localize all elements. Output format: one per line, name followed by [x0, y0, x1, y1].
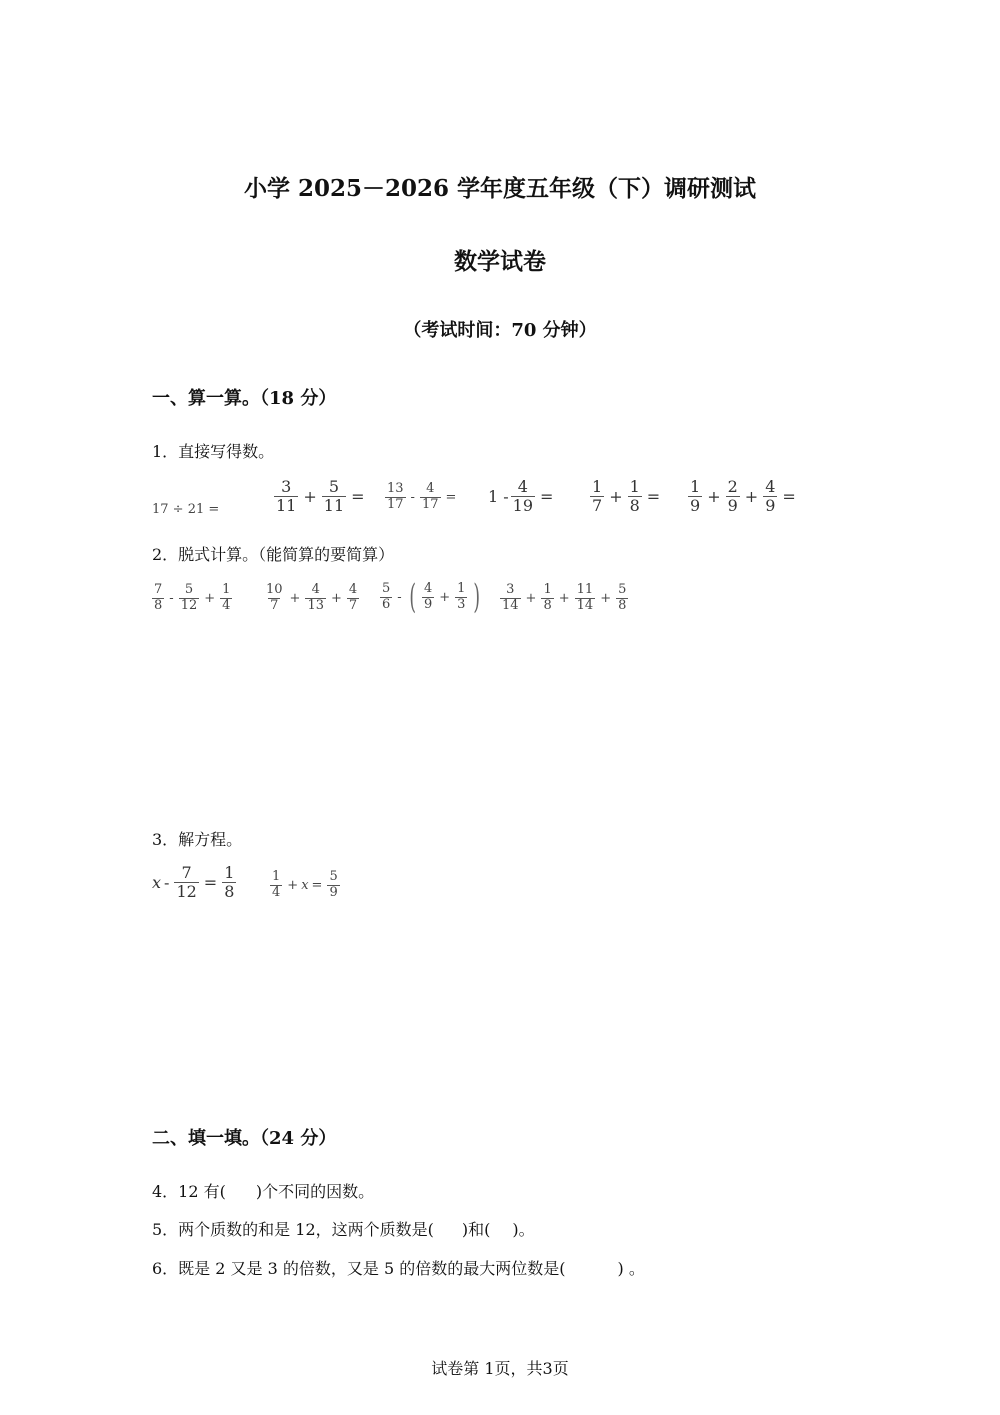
denominator: 11 [276, 496, 297, 516]
numerator: 5 [328, 477, 340, 496]
denominator: 9 [765, 496, 776, 516]
numerator: 1 [543, 582, 552, 597]
numerator: 5 [618, 582, 627, 597]
denominator: 17 [421, 496, 439, 512]
section-1-heading: 一、算一算。（18 分） [152, 388, 337, 409]
numerator: 1 [690, 477, 701, 496]
fraction [726, 478, 740, 516]
denominator: 9 [329, 884, 338, 900]
numerator: 10 [266, 582, 283, 597]
numerator: 4 [765, 477, 776, 496]
fraction [575, 583, 596, 614]
numerator: 4 [348, 582, 358, 597]
operator: + [303, 487, 317, 507]
numerator: 1 [592, 477, 603, 496]
equals-sign: = [646, 487, 661, 507]
fraction [220, 583, 232, 614]
question-2-label: 2．脱式计算。（能简算的要简算） [152, 545, 395, 564]
q1-expr-2 [272, 478, 368, 516]
equals-sign: = [445, 489, 457, 505]
numerator: 7 [181, 863, 192, 882]
variable-x: x [152, 873, 162, 893]
operator: + [558, 590, 570, 606]
numerator: 1 [457, 580, 466, 596]
q2-expr-3 [378, 577, 485, 617]
numerator: 1 [272, 869, 281, 884]
fraction [511, 478, 535, 516]
operator: + [609, 487, 623, 507]
fraction [420, 482, 441, 513]
operator: - [410, 489, 415, 505]
numerator: 7 [154, 582, 163, 597]
fraction [688, 478, 702, 516]
q1-expr-4 [488, 478, 556, 516]
denominator: 9 [423, 596, 433, 612]
fraction [305, 583, 326, 614]
denominator: 13 [307, 597, 324, 613]
denominator: 7 [592, 496, 603, 516]
fraction [264, 583, 285, 614]
question-5-prefix: 5．两个质数的和是 12，这两个质数是( [152, 1220, 434, 1239]
fraction [385, 482, 406, 513]
denominator: 9 [690, 496, 701, 516]
fraction [763, 478, 777, 516]
question-1-label: 1．直接写得数。 [152, 442, 275, 461]
fraction [590, 478, 604, 516]
question-4-prefix: 4．12 有( [152, 1182, 226, 1201]
operator: - [397, 589, 402, 605]
q2-expr-4 [498, 583, 630, 614]
fraction [222, 864, 236, 902]
exam-subtitle: 数学试卷 [454, 248, 546, 275]
q3-equation-1 [152, 864, 238, 902]
fraction [327, 870, 339, 901]
denominator: 11 [323, 496, 345, 516]
denominator: 8 [629, 496, 640, 516]
fraction [274, 478, 298, 516]
denominator: 12 [176, 882, 197, 902]
q1-expr-3 [383, 482, 459, 513]
denominator: 8 [224, 882, 235, 902]
q3-equation-2 [268, 870, 342, 901]
denominator: 19 [512, 496, 534, 516]
whole-number: 1 - [488, 487, 509, 507]
q2-expr-1 [150, 583, 234, 614]
right-parenthesis-icon: ) [473, 577, 481, 617]
denominator: 4 [272, 884, 281, 900]
operator: + [289, 590, 301, 606]
exam-title: 小学 2025－2026 学年度五年级（下）调研测试 [243, 175, 757, 202]
denominator: 3 [457, 596, 466, 612]
operator: + [287, 877, 299, 893]
equals-sign: = [540, 487, 554, 507]
operator: + [204, 590, 216, 606]
numerator: 5 [382, 580, 391, 596]
operator: - [164, 873, 170, 893]
denominator: 12 [180, 597, 198, 613]
denominator: 4 [222, 597, 231, 613]
denominator: 14 [502, 597, 519, 613]
question-6-prefix: 6．既是 2 又是 3 的倍数，又是 5 的倍数的最大两位数是( [152, 1259, 566, 1278]
numerator: 3 [506, 582, 515, 597]
operator: + [600, 590, 612, 606]
fraction [422, 582, 434, 613]
equals-sign: = [203, 873, 218, 893]
left-parenthesis-icon: ( [409, 577, 416, 617]
equals-sign: = [782, 487, 796, 507]
q2-expr-2 [262, 583, 361, 614]
q1-expr-6 [686, 478, 799, 516]
fraction [174, 864, 198, 902]
fraction [179, 583, 200, 614]
numerator: 4 [426, 481, 435, 496]
question-4 [152, 1179, 374, 1202]
fraction [628, 478, 642, 516]
question-6-suffix: ) 。 [617, 1259, 645, 1278]
question-5-mid: )和( [461, 1220, 491, 1239]
question-5-suffix: )。 [512, 1220, 535, 1239]
operator: + [707, 487, 721, 507]
denominator: 6 [382, 596, 391, 612]
denominator: 17 [387, 496, 404, 512]
page-footer: 试卷第 1页，共3页 [431, 1359, 569, 1378]
numerator: 2 [727, 477, 738, 496]
fraction [500, 583, 521, 614]
denominator: 14 [576, 597, 594, 613]
numerator: 3 [281, 477, 292, 496]
operator: + [439, 589, 451, 605]
denominator: 7 [270, 597, 279, 613]
operator: + [525, 590, 537, 606]
question-5 [152, 1217, 535, 1240]
fraction [347, 583, 359, 614]
numerator: 4 [423, 580, 433, 596]
numerator: 13 [387, 481, 404, 496]
numerator: 4 [311, 582, 320, 597]
fraction [322, 478, 346, 516]
q1-expr-1 [152, 502, 219, 517]
section-2-heading: 二、填一填。（24 分） [152, 1128, 337, 1149]
operator: + [744, 487, 759, 507]
fraction [380, 582, 392, 613]
fraction [455, 582, 467, 613]
denominator: 8 [543, 597, 552, 613]
numerator: 5 [329, 869, 338, 884]
fraction [541, 583, 553, 614]
operator: + [331, 590, 342, 606]
exam-time-note: （考试时间：70 分钟） [403, 320, 597, 341]
denominator: 9 [727, 496, 738, 516]
question-3-label: 3．解方程。 [152, 830, 243, 849]
variable-x: x [301, 877, 309, 893]
fraction [616, 583, 628, 614]
numerator: 1 [222, 582, 231, 597]
operator: - [169, 590, 174, 606]
question-6 [152, 1256, 645, 1279]
q1-expr-5 [588, 478, 663, 516]
fraction [270, 870, 282, 901]
denominator: 8 [618, 597, 627, 613]
numerator: 11 [576, 582, 594, 597]
equals-sign: = [311, 877, 323, 893]
numerator: 1 [224, 863, 235, 882]
denominator: 7 [348, 597, 358, 613]
fraction [152, 583, 164, 614]
q1-expr-1-text: 17 ÷ 21 = [152, 502, 220, 517]
numerator: 1 [629, 477, 640, 496]
numerator: 4 [517, 477, 528, 496]
question-4-suffix: )个不同的因数。 [255, 1182, 375, 1201]
numerator: 5 [184, 582, 194, 597]
equals-sign: = [351, 487, 365, 507]
denominator: 8 [154, 597, 163, 613]
